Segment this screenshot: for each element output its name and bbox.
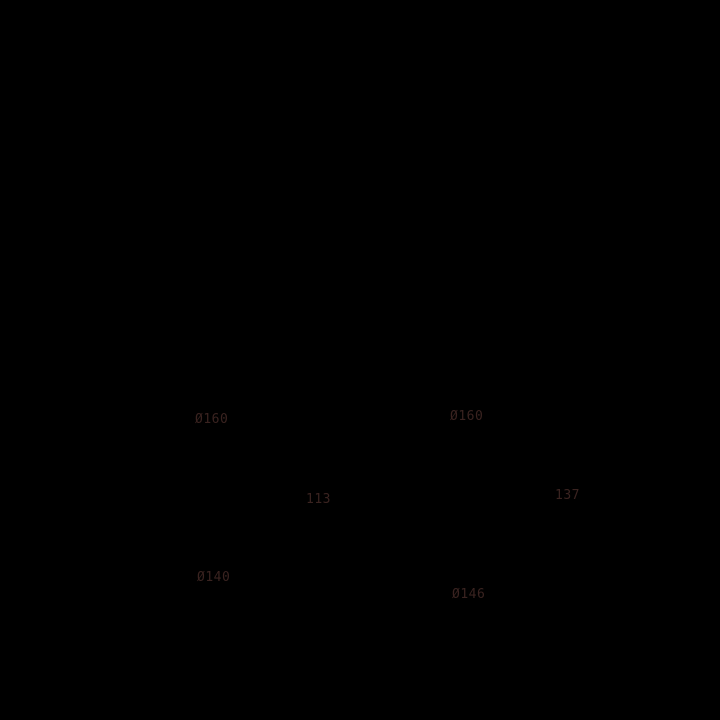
dimension-label-diameter-140: Ø140 [197,570,231,585]
dimension-label-diameter-160-right: Ø160 [450,409,484,424]
dimension-label-diameter-160-left: Ø160 [195,412,229,427]
dimension-label-length-137: 137 [555,488,580,503]
dimension-label-diameter-146: Ø146 [452,587,486,602]
dimension-label-length-113: 113 [306,492,331,507]
